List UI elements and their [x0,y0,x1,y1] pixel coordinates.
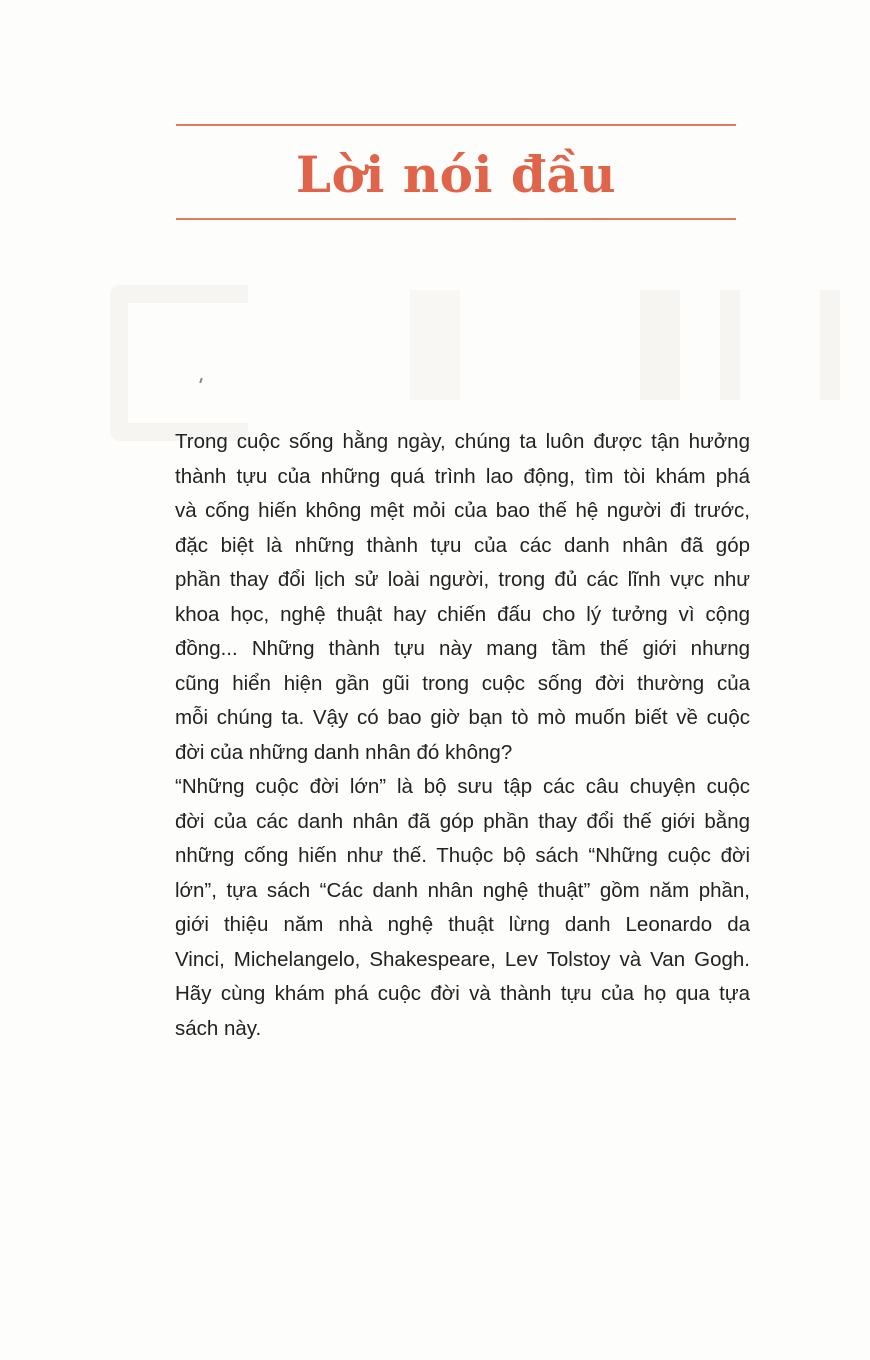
title-rule-top [176,124,736,126]
text-line: Hãy cùng khám phá cuộc đời và thành tựu của họ qua tựa [175,982,750,1005]
text-line: khoa học, nghệ thuật hay chiến đấu cho lý tưởng vì cộng [175,602,750,626]
show-through-shape [720,290,840,400]
show-through-shape [640,290,680,400]
text-line: đời của các danh nhân đã góp phần thay đổi thế giới bằng [175,809,750,833]
text-line: phần thay đổi lịch sử loài người, trong đủ các lĩnh vực như [175,568,750,591]
text-line: đời của những danh nhân đó không? [175,740,513,764]
text-line: đặc biệt là những thành tựu của các danh nhân đã góp [175,533,750,557]
text-line: lớn”, tựa sách “Các danh nhân nghệ thuật” gồm năm phần, [175,878,750,902]
page-title: Lời nói đầu [295,145,617,204]
text-line: mỗi chúng ta. Vậy có bao giờ bạn tò mò muốn biết về cuộc [175,706,750,729]
text-line: và cống hiến không mệt mỏi của bao thế hệ người đi trước, [175,499,750,522]
preface-body [175,425,750,1046]
stray-mark [199,378,203,383]
title-rule-bottom [176,218,736,220]
show-through-shape [410,290,460,400]
paragraph-2 [175,770,750,1046]
text-line: giới thiệu năm nhà nghệ thuật lừng danh Leonardo da [175,913,750,936]
text-line: “Những cuộc đời lớn” là bộ sưu tập các câu chuyện cuộc [175,775,750,798]
text-line: sách này. [175,1016,262,1040]
text-line: những cống hiến như thế. Thuộc bộ sách “Những cuộc đời [175,844,750,867]
text-line: đồng... Những thành tựu này mang tầm thế giới nhưng [175,637,750,660]
text-line: Trong cuộc sống hằng ngày, chúng ta luôn được tận hưởng [175,430,750,453]
text-line: Vinci, Michelangelo, Shakespeare, Lev Tolstoy và Van Gogh. [175,947,750,971]
text-line: cũng hiển hiện gần gũi trong cuộc sống đời thường của [175,671,750,695]
paragraph-1 [175,425,750,770]
show-through-shape [110,285,248,441]
text-line: thành tựu của những quá trình lao động, tìm tòi khám phá [175,464,750,488]
